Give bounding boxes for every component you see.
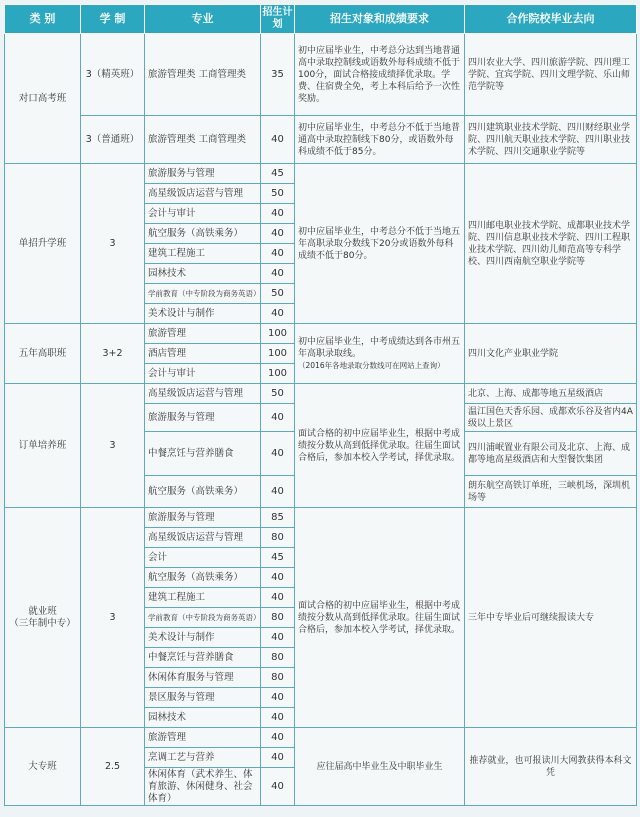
table-header xyxy=(5,5,637,34)
requirement-note: （2016年各地录取分数线可在网站上查询） xyxy=(298,360,445,370)
plan-cell: 40 xyxy=(261,588,295,608)
plan-cell: 50 xyxy=(261,184,295,204)
major-cell: 会计与审计 xyxy=(145,364,261,384)
major-cell: 建筑工程施工 xyxy=(145,244,261,264)
requirement-cell: 初中应届毕业生，中考总分达到当地普通高中录取控制线或语数外每科成绩不低于100分，面试合格接成绩择优录取。学费、住宿费全免，考上本科后给予一次性奖励。 xyxy=(295,34,465,116)
major-cell: 学前教育（中专阶段为商务英语） xyxy=(145,284,261,304)
plan-cell: 40 xyxy=(261,244,295,264)
requirement-cell: 面试合格的初中应届毕业生，根据中考成绩按分数从高到低择优录取。往届生面试合格后，参加本校入学考试，择优录取。 xyxy=(295,384,465,508)
plan-cell: 40 xyxy=(261,264,295,284)
duration-cell: 3+2 xyxy=(81,324,145,384)
plan-cell: 40 xyxy=(261,748,295,768)
major-cell: 高星级饭店运营与管理 xyxy=(145,184,261,204)
major-cell: 旅游管理类 工商管理类 xyxy=(145,116,261,164)
table-row xyxy=(5,508,637,528)
major-cell: 旅游管理 xyxy=(145,324,261,344)
major-cell: 园林技术 xyxy=(145,264,261,284)
requirement-text: 初中应届毕业生，中考成绩达到各市州五年高职录取线。 xyxy=(298,336,461,359)
destination-cell: 北京、上海、成都等地五星级酒店 xyxy=(465,384,637,404)
plan-cell: 40 xyxy=(261,708,295,728)
plan-cell: 40 xyxy=(261,304,295,324)
major-cell: 会计 xyxy=(145,548,261,568)
plan-cell: 40 xyxy=(261,224,295,244)
plan-cell: 40 xyxy=(261,476,295,508)
plan-cell: 80 xyxy=(261,648,295,668)
major-cell: 学前教育（中专阶段为商务英语） xyxy=(145,608,261,628)
table-row xyxy=(5,34,637,116)
header-duration: 学 制 xyxy=(81,5,145,34)
plan-cell: 40 xyxy=(261,688,295,708)
category-cell: 五年高职班 xyxy=(5,324,81,384)
plan-cell: 40 xyxy=(261,432,295,476)
major-cell: 高星级饭店运营与管理 xyxy=(145,528,261,548)
table-row xyxy=(5,324,637,344)
destination-cell: 四川邮电职业技术学院、成都职业技术学院、四川信息职业技术学院、四川工程职业技术学院、四川幼儿师范高等专科学校、四川西南航空职业学院等 xyxy=(465,164,637,324)
major-cell: 美术设计与制作 xyxy=(145,628,261,648)
destination-cell: 四川农业大学、四川旅游学院、四川理工学院、宜宾学院、四川文理学院、乐山师范学院等 xyxy=(465,34,637,116)
plan-cell: 40 xyxy=(261,768,295,806)
duration-cell: 3 xyxy=(81,384,145,508)
duration-cell: 3 xyxy=(81,508,145,728)
category-cell: 单招升学班 xyxy=(5,164,81,324)
major-cell: 高星级饭店运营与管理 xyxy=(145,384,261,404)
plan-cell: 45 xyxy=(261,164,295,184)
destination-cell: 四川建筑职业技术学院、四川财经职业学院、四川航天职业技术学院、四川职业技术学院、四川交通职业学院等 xyxy=(465,116,637,164)
plan-cell: 40 xyxy=(261,204,295,224)
plan-cell: 40 xyxy=(261,728,295,748)
table-row xyxy=(5,164,637,184)
major-cell: 旅游服务与管理 xyxy=(145,404,261,432)
header-major: 专业 xyxy=(145,5,261,34)
duration-cell: 3（普通班） xyxy=(81,116,145,164)
requirement-cell: 初中应届毕业生，中考总分不低于当地普通高中录取控制线下80分，或语数外每科成绩不低于85分。 xyxy=(295,116,465,164)
major-cell: 航空服务（高铁乘务） xyxy=(145,568,261,588)
plan-cell: 50 xyxy=(261,284,295,304)
destination-cell: 四川浦岷置业有限公司及北京、上海、成都等地高星级酒店和大型餐饮集团 xyxy=(465,432,637,476)
major-cell: 中餐烹饪与营养膳食 xyxy=(145,648,261,668)
category-cell: 对口高考班 xyxy=(5,34,81,164)
header-destination: 合作院校毕业去向 xyxy=(465,5,637,34)
destination-cell: 四川文化产业职业学院 xyxy=(465,324,637,384)
table-row xyxy=(5,728,637,748)
category-cell xyxy=(5,508,81,728)
destination-cell: 温江国色天香乐园、成都欢乐谷及省内4A级以上景区 xyxy=(465,404,637,432)
category-cell: 大专班 xyxy=(5,728,81,806)
destination-cell: 朗东航空高铁订单班，三峡机场，深圳机场等 xyxy=(465,476,637,508)
major-cell: 旅游管理 xyxy=(145,728,261,748)
major-cell: 中餐烹饪与营养膳食 xyxy=(145,432,261,476)
plan-cell: 80 xyxy=(261,528,295,548)
plan-cell: 85 xyxy=(261,508,295,528)
category-label: 就业班 xyxy=(28,605,57,617)
major-cell: 航空服务（高铁乘务） xyxy=(145,224,261,244)
duration-cell: 3 xyxy=(81,164,145,324)
plan-cell: 50 xyxy=(261,384,295,404)
major-cell: 航空服务（高铁乘务） xyxy=(145,476,261,508)
duration-cell: 2.5 xyxy=(81,728,145,806)
plan-cell: 35 xyxy=(261,34,295,116)
requirement-cell xyxy=(295,324,465,384)
plan-cell: 40 xyxy=(261,116,295,164)
major-cell: 休闲体育服务与管理 xyxy=(145,668,261,688)
plan-cell: 100 xyxy=(261,344,295,364)
header-plan: 招生计划 xyxy=(261,5,295,34)
table-row xyxy=(5,384,637,404)
major-cell: 酒店管理 xyxy=(145,344,261,364)
plan-cell: 100 xyxy=(261,324,295,344)
major-cell: 建筑工程施工 xyxy=(145,588,261,608)
admission-table xyxy=(4,4,637,806)
destination-cell: 三年中专毕业后可继续报读大专 xyxy=(465,508,637,728)
header-requirements: 招生对象和成绩要求 xyxy=(295,5,465,34)
major-cell: 园林技术 xyxy=(145,708,261,728)
major-cell: 休闲体育（武术养生、体育旅游、休闲健身、社会体育） xyxy=(145,768,261,806)
category-cell: 订单培养班 xyxy=(5,384,81,508)
major-cell: 景区服务与管理 xyxy=(145,688,261,708)
plan-cell: 40 xyxy=(261,404,295,432)
duration-cell: 3（精英班） xyxy=(81,34,145,116)
major-cell: 会计与审计 xyxy=(145,204,261,224)
major-cell: 旅游管理类 工商管理类 xyxy=(145,34,261,116)
major-cell: 旅游服务与管理 xyxy=(145,164,261,184)
plan-cell: 40 xyxy=(261,628,295,648)
header-category: 类 别 xyxy=(5,5,81,34)
major-cell: 旅游服务与管理 xyxy=(145,508,261,528)
requirement-cell: 面试合格的初中应届毕业生，根据中考成绩按分数从高到低择优录取。往届生面试合格后，参加本校入学考试，择优录取。 xyxy=(295,508,465,728)
requirement-cell: 应往届高中毕业生及中职毕业生 xyxy=(295,728,465,806)
plan-cell: 40 xyxy=(261,568,295,588)
plan-cell: 45 xyxy=(261,548,295,568)
category-sublabel: （三年制中专） xyxy=(9,617,76,629)
plan-cell: 100 xyxy=(261,364,295,384)
plan-cell: 80 xyxy=(261,668,295,688)
table-row xyxy=(5,116,637,164)
destination-cell: 推荐就业，也可报读川大网教获得本科文凭 xyxy=(465,728,637,806)
plan-cell: 80 xyxy=(261,608,295,628)
requirement-cell: 初中应届毕业生，中考总分不低于当地五年高职录取分数线下20分或语数外每科成绩不低于80分。 xyxy=(295,164,465,324)
major-cell: 烹调工艺与营养 xyxy=(145,748,261,768)
major-cell: 美术设计与制作 xyxy=(145,304,261,324)
